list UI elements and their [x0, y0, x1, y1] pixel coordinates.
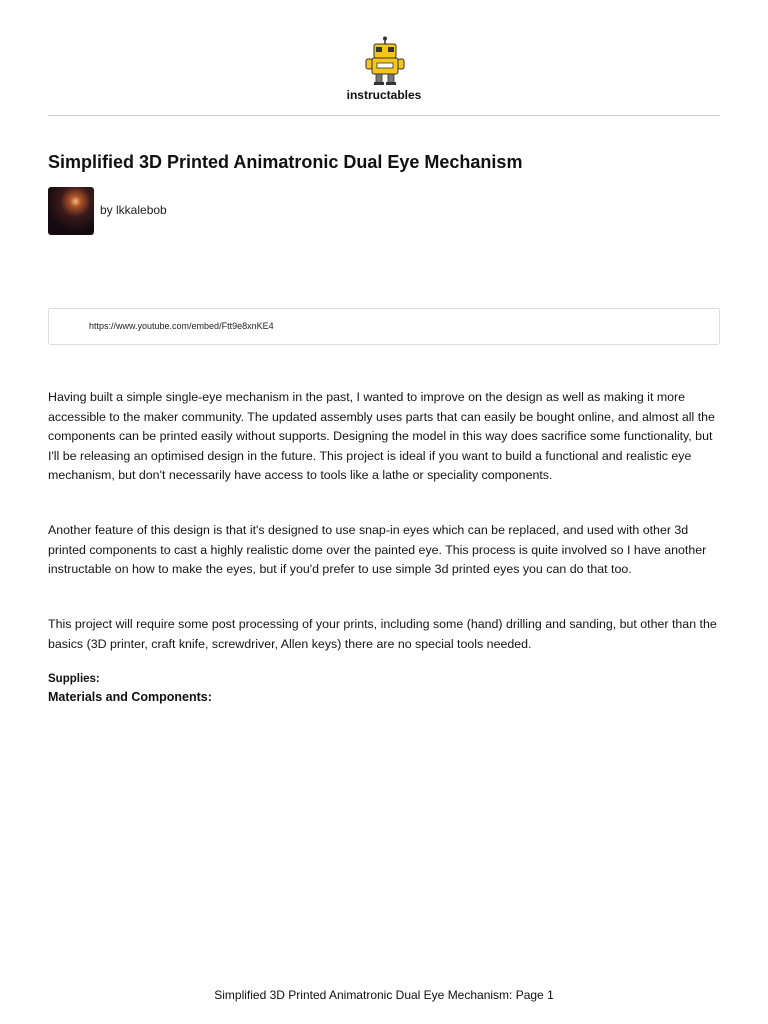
- page-header: [0, 0, 768, 116]
- video-embed[interactable]: [48, 308, 720, 345]
- site-logo-text: instructables: [346, 88, 422, 102]
- requirements-paragraph: This project will require some post processing of your prints, including some (hand) drilling and sanding, but other than the basics (3D printer, craft knife, screwdriver, Allen keys) there are no special tools needed.: [48, 617, 717, 651]
- supplies-label: Supplies:: [48, 673, 100, 685]
- page-title: Simplified 3D Printed Animatronic Dual Eye Mechanism: [48, 152, 523, 172]
- robot-mascot-icon: [363, 36, 407, 86]
- intro-paragraph: Having built a simple single-eye mechanism in the past, I wanted to improve on the design as well as making it more accessible to the maker community. The updated assembly uses parts that can easily be bought online, and almost all the components can be printed easily without supports. Designing the model in this way does sacrifice some functionality, but I'll be releasing an optimised design in the future. This project is ideal if you want to build a functional and realistic eye mechanism, but don't necessarily have access to tools like a lathe or speciality components.: [48, 390, 715, 483]
- page-footer: Simplified 3D Printed Animatronic Dual Eye Mechanism: Page 1: [214, 988, 554, 1002]
- header-divider: [48, 115, 720, 116]
- author-byline: by lkkalebob: [100, 203, 167, 217]
- feature-paragraph: Another feature of this design is that it's designed to use snap-in eyes which can be replaced, and used with other 3d printed components to cast a highly realistic dome over the painted eye. This process is quite involved so I have another instructable on how to make the eyes, but if you'd prefer to use simple 3d printed eyes you can do that too.: [48, 523, 707, 577]
- author-avatar: [48, 187, 94, 235]
- video-embed-url[interactable]: https://www.youtube.com/embed/Ftt9e8xnKE4: [89, 321, 274, 331]
- materials-heading: Materials and Components:: [48, 690, 212, 704]
